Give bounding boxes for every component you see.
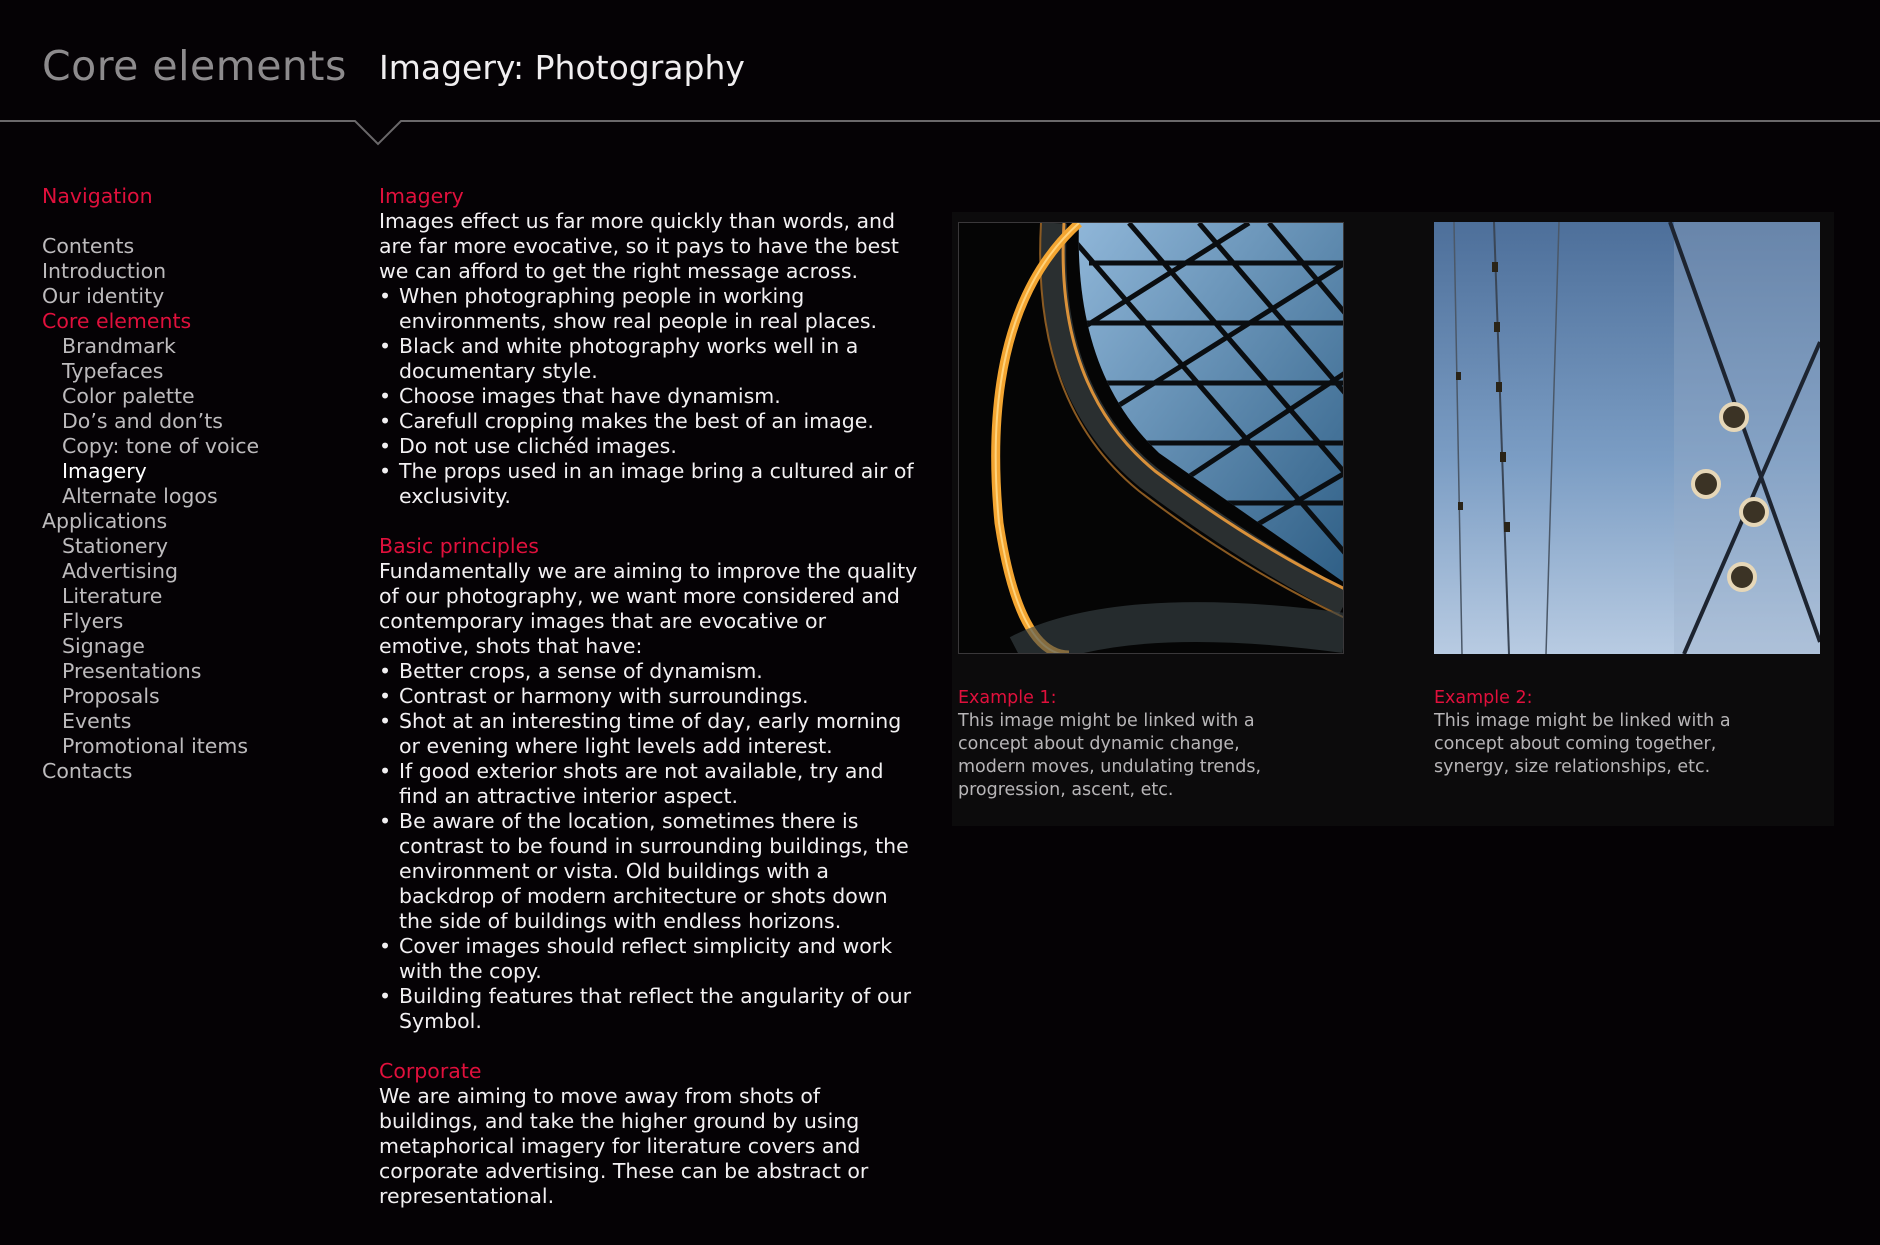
- nav-item-copy-tone-of-voice[interactable]: Copy: tone of voice: [62, 434, 260, 458]
- bullet-item: • Building features that reflect the angularity of our Symbol.: [379, 984, 919, 1034]
- nav-item-imagery[interactable]: Imagery: [62, 459, 147, 483]
- bullet-item: • The props used in an image bring a cultured air of exclusivity.: [379, 459, 919, 509]
- nav-item-introduction[interactable]: Introduction: [42, 259, 167, 283]
- nav-item-brandmark[interactable]: Brandmark: [62, 334, 176, 358]
- nav-item-advertising[interactable]: Advertising: [62, 559, 178, 583]
- corporate-heading: Corporate: [379, 1059, 482, 1083]
- bullet-item: • Be aware of the location, sometimes there is contrast to be found in surrounding buildings, the environment or vista. Old buildings with a backdrop of modern architecture or shots down the side of buildings with endless horizons.: [379, 809, 919, 934]
- header-divider: [0, 118, 1880, 148]
- bullet-item: • Choose images that have dynamism.: [379, 384, 919, 409]
- bullet-item: • Contrast or harmony with surroundings.: [379, 684, 919, 709]
- nav-item-contents[interactable]: Contents: [42, 234, 135, 258]
- bullet-item: • Do not use clichéd images.: [379, 434, 919, 459]
- nav-item-signage[interactable]: Signage: [62, 634, 145, 658]
- nav-item-color-palette[interactable]: Color palette: [62, 384, 195, 408]
- nav-item-alternate-logos[interactable]: Alternate logos: [62, 484, 218, 508]
- bullet-item: • If good exterior shots are not available, try and find an attractive interior aspect.: [379, 759, 919, 809]
- example-1-text: This image might be linked with a concept about dynamic change, modern moves, undulating trends, progression, ascent, etc.: [958, 711, 1262, 800]
- imagery-section: [379, 184, 919, 509]
- main-content: [379, 184, 919, 1234]
- bullet-item: • Carefull cropping makes the best of an image.: [379, 409, 919, 434]
- bullet-item: • When photographing people in working environments, show real people in real places.: [379, 284, 919, 334]
- sidebar-navigation: [42, 184, 259, 784]
- nav-item-literature[interactable]: Literature: [62, 584, 163, 608]
- nav-item-events[interactable]: Events: [62, 709, 132, 733]
- nav-list: [42, 234, 259, 784]
- page-title: Imagery: Photography: [379, 48, 745, 87]
- example-2-caption: [1434, 687, 1764, 779]
- corporate-text: We are aiming to move away from shots of buildings, and take the higher ground by using metaphorical imagery for literature covers and corporate advertising. These can be abstract or representational.: [379, 1084, 869, 1208]
- section-title: Core elements: [42, 42, 347, 90]
- nav-item-core-elements[interactable]: Core elements: [42, 309, 192, 333]
- nav-item-stationery[interactable]: Stationery: [62, 534, 169, 558]
- bullet-item: • Black and white photography works well in a documentary style.: [379, 334, 919, 384]
- nav-item-our-identity[interactable]: Our identity: [42, 284, 165, 308]
- nav-heading: Navigation: [42, 184, 153, 208]
- imagery-bullets: [379, 284, 919, 509]
- principles-intro: Fundamentally we are aiming to improve the quality of our photography, we want more considered and contemporary images that are evocative or emotive, shots that have:: [379, 559, 918, 658]
- example-photo-glass-dome: [958, 222, 1344, 654]
- bullet-item: • Shot at an interesting time of day, early morning or evening where light levels add interest.: [379, 709, 919, 759]
- example-photo-glass-facade: [1434, 222, 1820, 654]
- principles-heading: Basic principles: [379, 534, 539, 558]
- imagery-intro: Images effect us far more quickly than words, and are far more evocative, so it pays to have the best we can afford to get the right message across.: [379, 209, 899, 283]
- nav-item-do-s-and-don-ts[interactable]: Do’s and don’ts: [62, 409, 223, 433]
- nav-item-promotional-items[interactable]: Promotional items: [62, 734, 249, 758]
- nav-item-typefaces[interactable]: Typefaces: [62, 359, 164, 383]
- nav-item-contacts[interactable]: Contacts: [42, 759, 133, 783]
- bullet-item: • Better crops, a sense of dynamism.: [379, 659, 919, 684]
- example-2-title: Example 2:: [1434, 688, 1533, 708]
- nav-item-presentations[interactable]: Presentations: [62, 659, 202, 683]
- nav-item-applications[interactable]: Applications: [42, 509, 168, 533]
- example-2-text: This image might be linked with a concept about coming together, synergy, size relationships, etc.: [1434, 711, 1731, 777]
- example-1-title: Example 1:: [958, 688, 1057, 708]
- example-1-caption: [958, 687, 1288, 802]
- corporate-section: [379, 1059, 919, 1209]
- nav-item-flyers[interactable]: Flyers: [62, 609, 124, 633]
- imagery-heading: Imagery: [379, 184, 464, 208]
- principles-bullets: [379, 659, 919, 1034]
- nav-item-proposals[interactable]: Proposals: [62, 684, 160, 708]
- examples-panel: [952, 212, 1834, 826]
- principles-section: [379, 534, 919, 1034]
- bullet-item: • Cover images should reflect simplicity and work with the copy.: [379, 934, 919, 984]
